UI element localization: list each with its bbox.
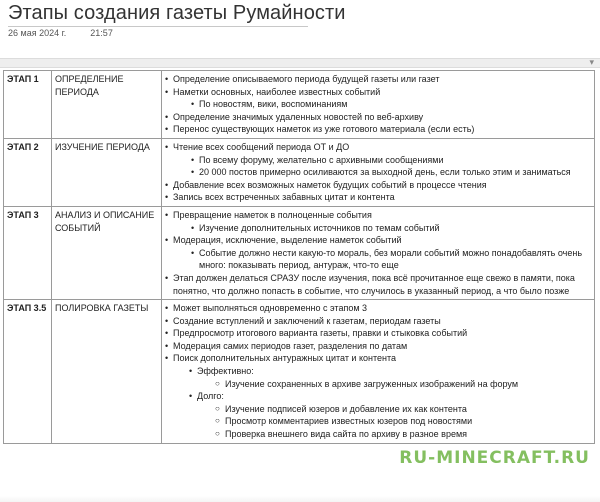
list-item: • 20 000 постов примерно осиливаются за выходной день, если только этим и заниматься (165, 166, 591, 179)
list-item: ○ Изучение сохраненных в архиве загруженных изображений на форум (165, 378, 591, 391)
stage-number[interactable]: ЭТАП 1 (4, 71, 52, 139)
stage-number[interactable]: ЭТАП 3.5 (4, 300, 52, 444)
stage-row (4, 138, 595, 206)
list-item: • Добавление всех возможных наметок будущих событий в процессе чтения (165, 179, 591, 192)
stage-steps[interactable] (162, 206, 595, 299)
list-item: ○ Проверка внешнего вида сайта по архиву в разное время (165, 428, 591, 441)
stage-name[interactable]: ОПРЕДЕЛЕНИЕ ПЕРИОДА (52, 71, 162, 139)
list-item: • Определение описываемого периода будущей газеты или газет (165, 73, 591, 86)
list-item: • Превращение наметок в полноценные события (165, 209, 591, 222)
page-title: Этапы создания газеты Румайности (8, 2, 346, 24)
list-item: • По новостям, вики, воспоминаниям (165, 98, 591, 111)
list-item: • Модерация самих периодов газет, разделения по датам (165, 340, 591, 353)
list-item: • Создание вступлений и заключений к газетам, периодам газеты (165, 315, 591, 328)
page-meta (8, 28, 113, 38)
stage-row (4, 300, 595, 444)
list-item: • Определение значимых удаленных новостей по веб-архиву (165, 111, 591, 124)
list-item: • По всему форуму, желательно с архивными сообщениями (165, 154, 591, 167)
table-resize-bar[interactable] (0, 58, 600, 68)
page-time: 21:57 (90, 28, 113, 38)
page-date: 26 мая 2024 г. (8, 28, 67, 38)
stage-steps[interactable] (162, 300, 595, 444)
list-item: • Запись всех встреченных забавных цитат и контента (165, 191, 591, 204)
list-item: ○ Изучение подписей юзеров и добавление их как контента (165, 403, 591, 416)
list-item: • Событие должно нести какую-то мораль, без морали событий можно понадобавлять очень много: показывать период, антураж, что-то еще (165, 247, 591, 272)
stages-table (3, 70, 595, 444)
stage-row (4, 71, 595, 139)
list-item: • Предпросмотр итогового варианта газеты, правки и стыковка событий (165, 327, 591, 340)
stage-steps[interactable] (162, 138, 595, 206)
title-underline (8, 26, 308, 27)
watermark: RU-MINECRAFT.RU (399, 448, 590, 468)
scroll-edge (0, 496, 600, 502)
stage-steps[interactable] (162, 71, 595, 139)
list-item: • Эффективно: (165, 365, 591, 378)
list-item: • Чтение всех сообщений периода ОТ и ДО (165, 141, 591, 154)
stage-row (4, 206, 595, 299)
list-item: • Может выполняться одновременно с этапом 3 (165, 302, 591, 315)
list-item: • Поиск дополнительных антуражных цитат и контента (165, 352, 591, 365)
list-item: • Модерация, исключение, выделение наметок событий (165, 234, 591, 247)
stage-name[interactable]: ПОЛИРОВКА ГАЗЕТЫ (52, 300, 162, 444)
stage-name[interactable]: ИЗУЧЕНИЕ ПЕРИОДА (52, 138, 162, 206)
menu-arrow-icon[interactable]: ▾ (589, 57, 594, 67)
list-item: ○ Просмотр комментариев известных юзеров под новостями (165, 415, 591, 428)
list-item: • Изучение дополнительных источников по темам событий (165, 222, 591, 235)
list-item: • Этап должен делаться СРАЗУ после изучения, пока всё прочитанное еще свежо в памяти, пока понятно, что должно попасть в событие, что случилось в указанный период, а что было позже (165, 272, 591, 297)
list-item: • Долго: (165, 390, 591, 403)
stage-name[interactable]: АНАЛИЗ И ОПИСАНИЕ СОБЫТИЙ (52, 206, 162, 299)
stage-number[interactable]: ЭТАП 3 (4, 206, 52, 299)
list-item: • Наметки основных, наиболее известных событий (165, 86, 591, 99)
list-item: • Перенос существующих наметок из уже готового материала (если есть) (165, 123, 591, 136)
stage-number[interactable]: ЭТАП 2 (4, 138, 52, 206)
